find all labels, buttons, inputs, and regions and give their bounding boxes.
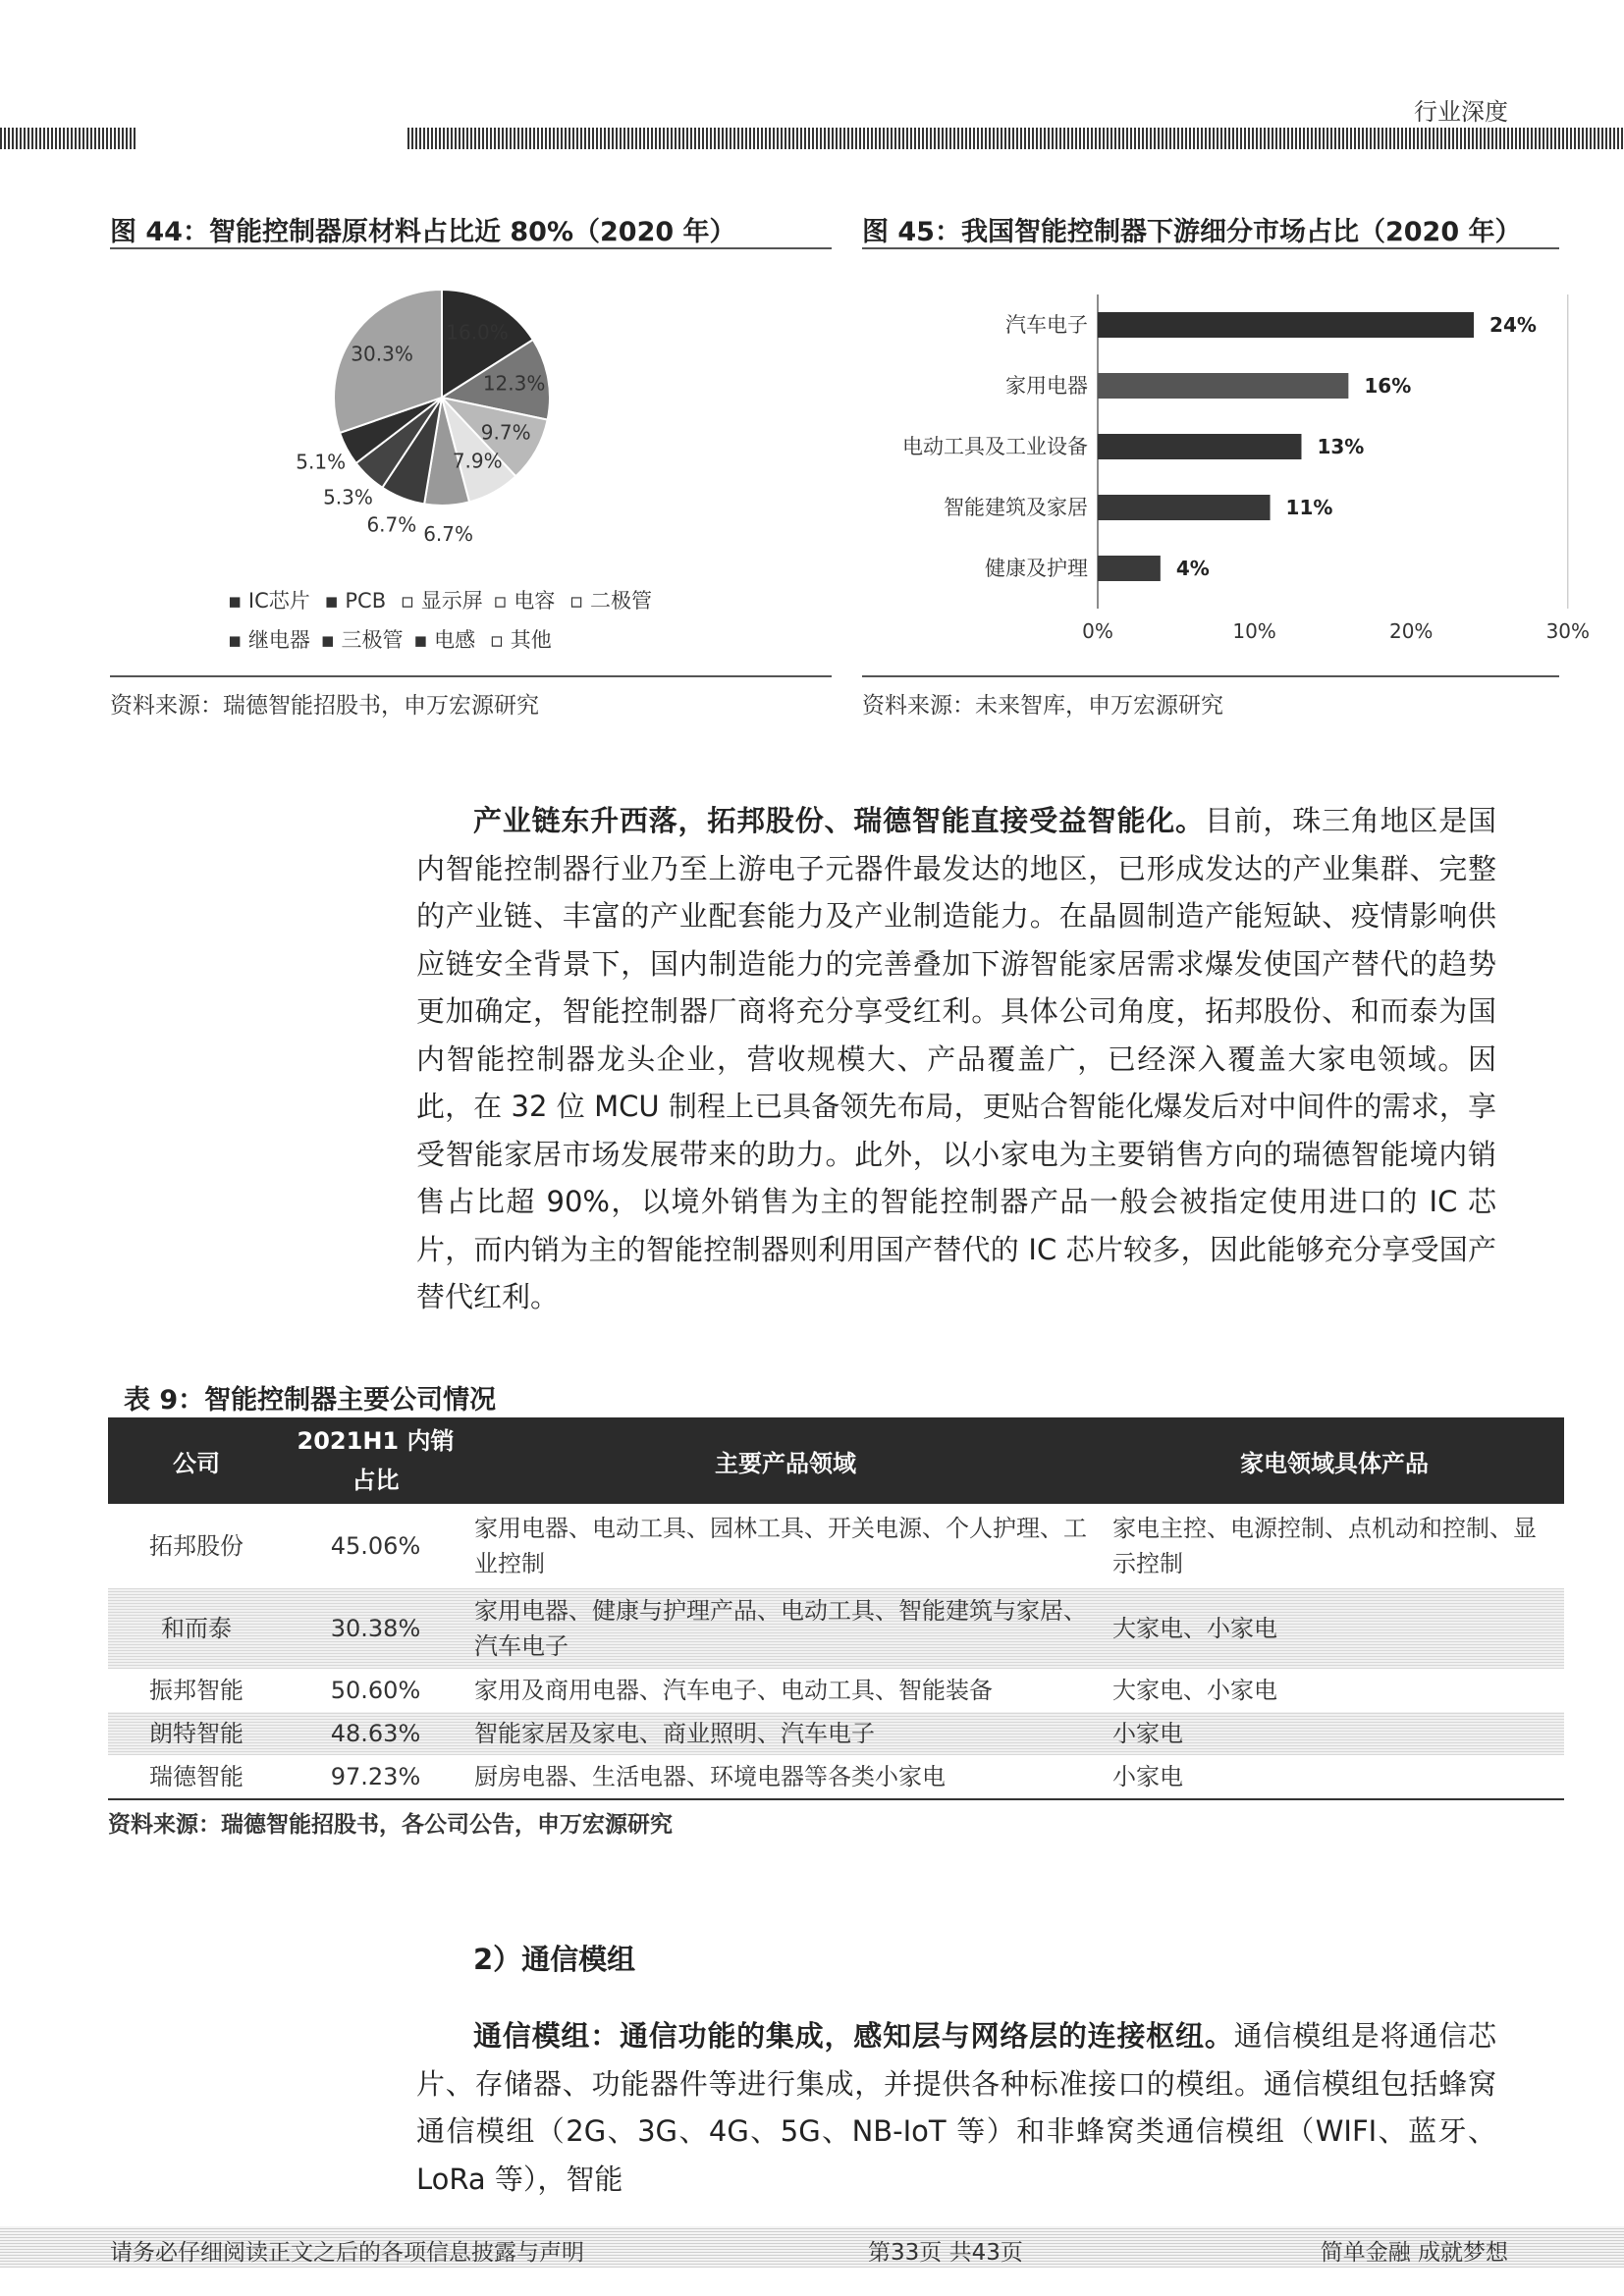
bar-value-label-4: 4% [1175, 557, 1210, 580]
header-tag: 行业深度 [1414, 98, 1508, 126]
cell-company: 和而泰 [108, 1588, 285, 1669]
cell-company: 拓邦股份 [149, 1532, 244, 1560]
figure-45-bar-chart [862, 294, 1591, 648]
cell-appliance: 小家电 [1105, 1712, 1564, 1755]
cell-company: 振邦智能 [149, 1677, 244, 1704]
pie-label-7: 5.1% [296, 450, 347, 474]
table-9-source: 资料来源：瑞德智能招股书，各公司公告，申万宏源研究 [108, 1812, 673, 1838]
legend-item-ic: ▪ IC芯片 [228, 589, 310, 613]
table-9-title: 表 9：智能控制器主要公司情况 [124, 1385, 497, 1415]
table-row [108, 1669, 1564, 1712]
pie-label-8: 30.3% [351, 342, 413, 366]
paragraph-industry-chain [416, 797, 1496, 1321]
pie-label-3: 7.9% [452, 449, 503, 473]
table-row [108, 1504, 1564, 1588]
table-row [108, 1755, 1564, 1799]
bar-category-label-4: 健康及护理 [985, 557, 1088, 580]
legend-item-pcb: ▪ PCB [324, 589, 387, 613]
cell-share: 48.63% [285, 1712, 466, 1755]
bar-0 [1098, 312, 1474, 338]
legend-item-diode: ▫ 二极管 [569, 589, 652, 613]
figure-45-source: 资料来源：未来智库，申万宏源研究 [862, 693, 1223, 719]
x-tick-label-1: 10% [1232, 619, 1276, 643]
bar-3 [1098, 495, 1271, 520]
legend-item-transistor: ▪ 三极管 [320, 628, 404, 652]
pie-label-6: 5.3% [323, 485, 373, 509]
figure-44-pie-chart [275, 285, 589, 579]
figure-45-title: 图 45：我国智能控制器下游细分市场占比（2020 年） [862, 217, 1522, 247]
section-heading: 2）通信模组 [473, 1943, 636, 1976]
cell-share: 30.38% [285, 1588, 466, 1669]
legend-item-capacitor: ▫ 电容 [493, 589, 556, 613]
bar-value-label-2: 13% [1317, 435, 1365, 458]
cell-share: 50.60% [330, 1677, 421, 1704]
figure-44-bottom-rule [110, 675, 832, 677]
cell-company: 朗特智能 [108, 1712, 285, 1755]
col-company: 公司 [108, 1417, 285, 1504]
figure-44-source: 资料来源：瑞德智能招股书，申万宏源研究 [110, 693, 539, 719]
col-product-field: 主要产品领域 [466, 1417, 1105, 1504]
bar-category-label-1: 家用电器 [1005, 374, 1088, 398]
bar-value-label-3: 11% [1285, 496, 1333, 519]
bar-value-label-0: 24% [1489, 313, 1537, 337]
legend-item-display: ▫ 显示屏 [400, 589, 483, 613]
paragraph-lead: 通信模组：通信功能的集成，感知层与网络层的连接枢纽。 [473, 2019, 1234, 2053]
bar-category-label-2: 电动工具及工业设备 [902, 435, 1088, 458]
footer-page-number: 第33页 共43页 [868, 2240, 1023, 2266]
paragraph-lead: 产业链东升西落，拓邦股份、瑞德智能直接受益智能化。 [473, 804, 1205, 837]
paragraph-body: 通信模组是将通信芯片、存储器、功能器件等进行集成，并提供各种标准接口的模组。通信模组包括蜂窝通信模组（2G、3G、4G、5G、NB-IoT 等）和非蜂窝类通信模组（WIFI、蓝牙、LoRa 等），智能 [416, 2019, 1496, 2196]
pie-label-5: 6.7% [366, 512, 417, 537]
figure-45-bottom-rule [862, 675, 1559, 677]
pie-label-1: 12.3% [482, 371, 546, 396]
cell-products: 家用及商用电器、汽车电子、电动工具、智能装备 [474, 1677, 993, 1704]
legend-item-relay: ▪ 继电器 [228, 628, 310, 652]
cell-products: 家用电器、电动工具、园林工具、开关电源、个人护理、工业控制 [474, 1515, 1087, 1577]
table-header-row [108, 1417, 1564, 1504]
figure-44-title: 图 44：智能控制器原材料占比近 80%（2020 年） [110, 217, 736, 247]
bar-2 [1098, 434, 1301, 459]
table-row [108, 1588, 1564, 1669]
pie-label-0: 16.0% [446, 320, 509, 345]
bar-4 [1098, 556, 1161, 581]
table-row [108, 1712, 1564, 1755]
header-rule-right [407, 128, 1624, 149]
cell-products: 智能家居及家电、商业照明、汽车电子 [466, 1712, 1105, 1755]
cell-company: 瑞德智能 [149, 1763, 244, 1790]
cell-products: 家用电器、健康与护理产品、电动工具、智能建筑与家居、汽车电子 [466, 1588, 1105, 1669]
x-tick-label-0: 0% [1082, 619, 1113, 643]
cell-appliance: 家电主控、电源控制、点机动和控制、显示控制 [1112, 1515, 1537, 1577]
table-9 [108, 1417, 1564, 1839]
x-tick-label-2: 20% [1388, 619, 1434, 643]
figure-44-rule [110, 247, 832, 249]
footer-slogan: 简单金融 成就梦想 [1320, 2240, 1508, 2266]
pie-label-4: 6.7% [423, 521, 474, 546]
bar-category-label-0: 汽车电子 [1005, 313, 1088, 337]
cell-share: 45.06% [330, 1532, 421, 1560]
legend-item-inductor: ▪ 电感 [413, 628, 476, 652]
legend-item-other: ▫ 其他 [489, 628, 552, 652]
x-tick-label-3: 30% [1545, 619, 1591, 643]
col-appliance-products: 家电领域具体产品 [1105, 1417, 1564, 1504]
pie-label-2: 9.7% [480, 420, 531, 445]
header-rule-left [0, 128, 135, 149]
paragraph-body: 目前，珠三角地区是国内智能控制器行业乃至上游电子元器件最发达的地区，已形成发达的产业集群、完整的产业链、丰富的产业配套能力及产业制造能力。在晶圆制造产能短缺、疫情影响供应链安全背景下，国内制造能力的完善叠加下游智能家居需求爆发使国产替代的趋势更加确定，智能控制器厂商将充分享受红利。具体公司角度，拓邦股份、和而泰为国内智能控制器龙头企业，营收规模大、产品覆盖广，已经深入覆盖大家电领域。因此，在 32 位 MCU 制程上已具备领先布局，更贴合智能化爆发后对中间件的需求，享受智能家居市场发展带来的助力。此外，以小家电为主要销售方向的瑞德智能境内销售占比超 90%，以境外销售为主的智能控制器产品一般会被指定使用进口的 IC 芯片，而内销为主的智能控制器则利用国产替代的 IC 芯片较多，因此能够充分享受国产替代红利。 [416, 804, 1496, 1313]
col-domestic-share: 2021H1 内销占比 [285, 1417, 466, 1504]
footer-disclaimer: 请务必仔细阅读正文之后的各项信息披露与声明 [110, 2240, 584, 2266]
cell-appliance: 大家电、小家电 [1112, 1677, 1277, 1704]
figure-44-legend [228, 581, 689, 660]
bar-1 [1098, 373, 1348, 399]
cell-appliance: 大家电、小家电 [1105, 1588, 1564, 1669]
cell-appliance: 小家电 [1112, 1763, 1183, 1790]
paragraph-communication-module [416, 2012, 1496, 2203]
cell-share: 97.23% [330, 1763, 421, 1790]
figure-45-rule [862, 247, 1559, 249]
bar-value-label-1: 16% [1364, 374, 1412, 398]
bar-category-label-3: 智能建筑及家居 [944, 496, 1088, 519]
cell-products: 厨房电器、生活电器、环境电器等各类小家电 [474, 1763, 946, 1790]
